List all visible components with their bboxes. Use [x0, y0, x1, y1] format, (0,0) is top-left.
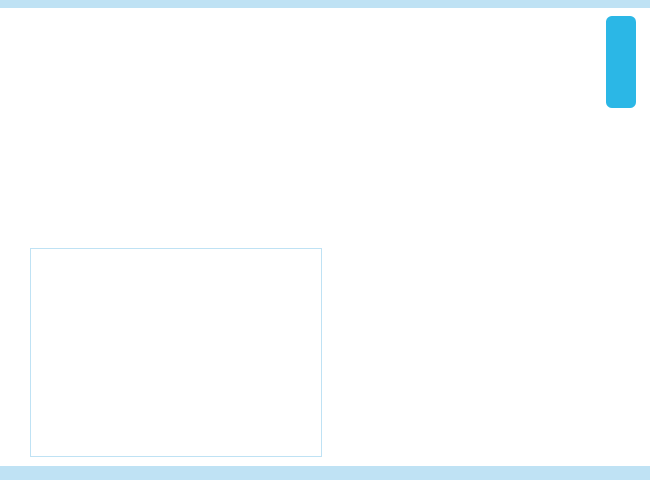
bottom-decor-band [0, 466, 650, 480]
toc-bottom-right [330, 250, 630, 456]
toc-top [8, 22, 648, 234]
toc-bottom-left-box [30, 248, 322, 457]
top-decor-band [0, 0, 650, 8]
